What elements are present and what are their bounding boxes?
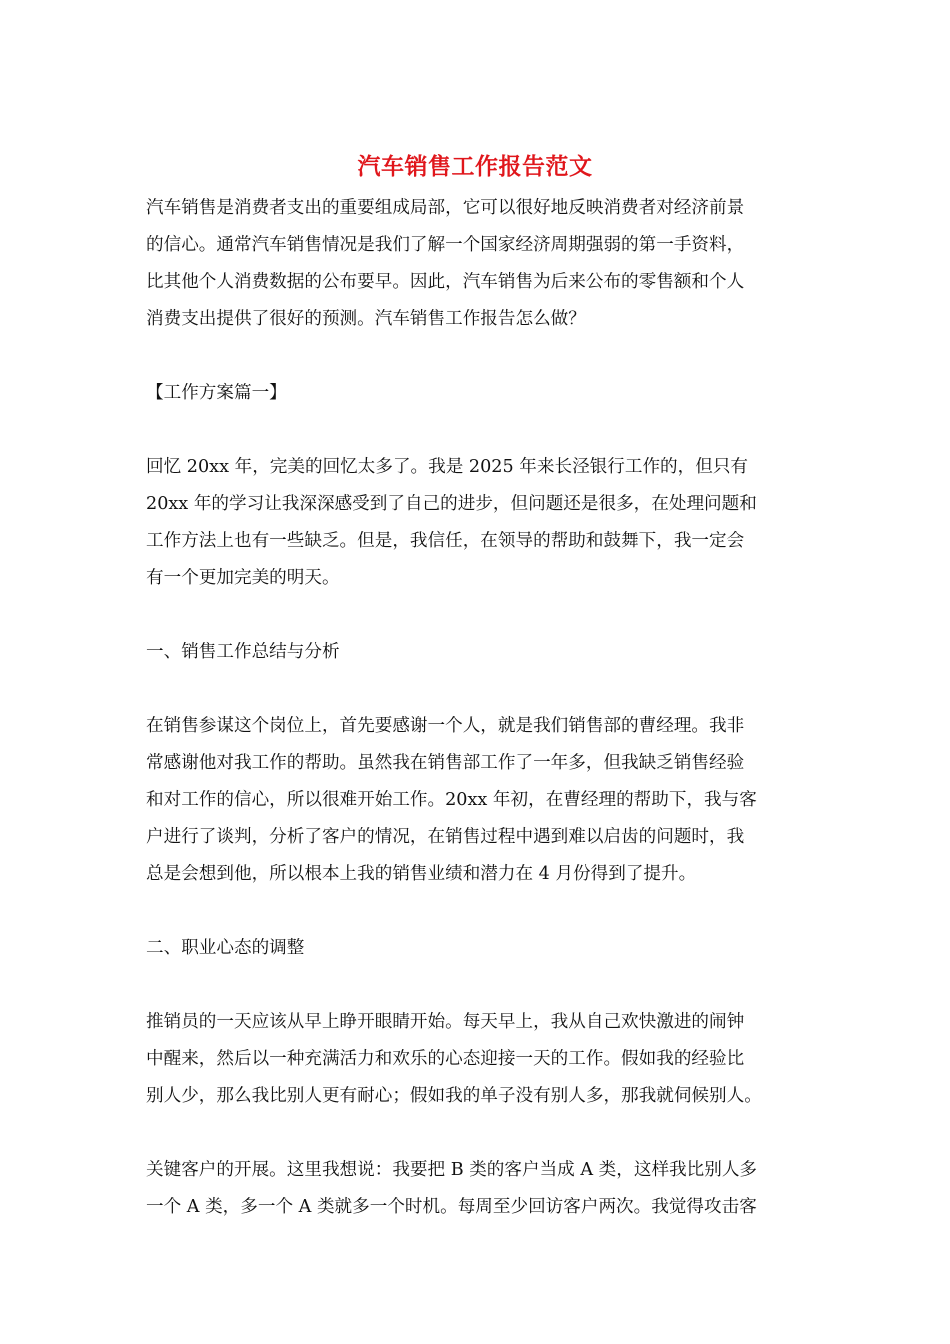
text-line: 常感谢他对我工作的帮助。虽然我在销售部工作了一年多，但我缺乏销售经验 <box>146 753 745 773</box>
paragraph <box>146 708 814 893</box>
text-line: 比其他个人消费数据的公布要早。因此，汽车销售为后来公布的零售额和个人 <box>146 272 745 292</box>
paragraph <box>146 449 814 597</box>
text-line: 回忆 20xx 年，完美的回忆太多了。我是 2025 年来长泾银行工作的，但只有 <box>146 457 749 477</box>
spacer <box>146 338 814 375</box>
spacer <box>146 893 814 930</box>
text-line: 在销售参谋这个岗位上，首先要感谢一个人，就是我们销售部的曹经理。我非 <box>146 716 745 736</box>
subsection-heading: 一、销售工作总结与分析 <box>146 642 340 662</box>
section-heading: 【工作方案篇一】 <box>146 383 287 403</box>
subsection-heading: 二、职业心态的调整 <box>146 938 305 958</box>
paragraph <box>146 1004 814 1115</box>
document-title: 汽车销售工作报告范文 <box>357 153 593 180</box>
paragraph <box>146 1152 814 1226</box>
text-line: 汽车销售是消费者支出的重要组成局部，它可以很好地反映消费者对经济前景 <box>146 198 745 218</box>
text-line: 总是会想到他，所以根本上我的销售业绩和潜力在 4 月份得到了提升。 <box>146 864 697 884</box>
text-line: 的信心。通常汽车销售情况是我们了解一个国家经济周期强弱的第一手资料， <box>146 235 745 255</box>
text-line: 中醒来，然后以一种充满活力和欢乐的心态迎接一天的工作。假如我的经验比 <box>146 1049 745 1069</box>
text-line: 有一个更加完美的明天。 <box>146 568 340 588</box>
spacer <box>146 967 814 1004</box>
text-line: 户进行了谈判，分析了客户的情况，在销售过程中遇到难以启齿的问题时，我 <box>146 827 745 847</box>
spacer <box>146 1115 814 1152</box>
text-line: 推销员的一天应该从早上睁开眼睛开始。每天早上，我从自己欢快激进的闹钟 <box>146 1012 745 1032</box>
text-line: 一个 A 类，多一个 A 类就多一个时机。每周至少回访客户两次。我觉得攻击客 <box>146 1197 757 1217</box>
text-line: 和对工作的信心，所以很难开始工作。20xx 年初，在曹经理的帮助下，我与客 <box>146 790 757 810</box>
intro-paragraph <box>146 190 814 338</box>
text-line: 消费支出提供了很好的预测。汽车销售工作报告怎么做？ <box>146 309 586 329</box>
text-line: 20xx 年的学习让我深深感受到了自己的进步，但问题还是很多，在处理问题和 <box>146 494 757 514</box>
document-body <box>146 190 814 1226</box>
spacer <box>146 412 814 449</box>
spacer <box>146 671 814 708</box>
text-line: 关键客户的开展。这里我想说：我要把 B 类的客户当成 A 类，这样我比别人多 <box>146 1160 758 1180</box>
text-line: 别人少，那么我比别人更有耐心；假如我的单子没有别人多，那我就伺候别人。 <box>146 1086 762 1106</box>
text-line: 工作方法上也有一些缺乏。但是，我信任，在领导的帮助和鼓舞下，我一定会 <box>146 531 745 551</box>
spacer <box>146 597 814 634</box>
